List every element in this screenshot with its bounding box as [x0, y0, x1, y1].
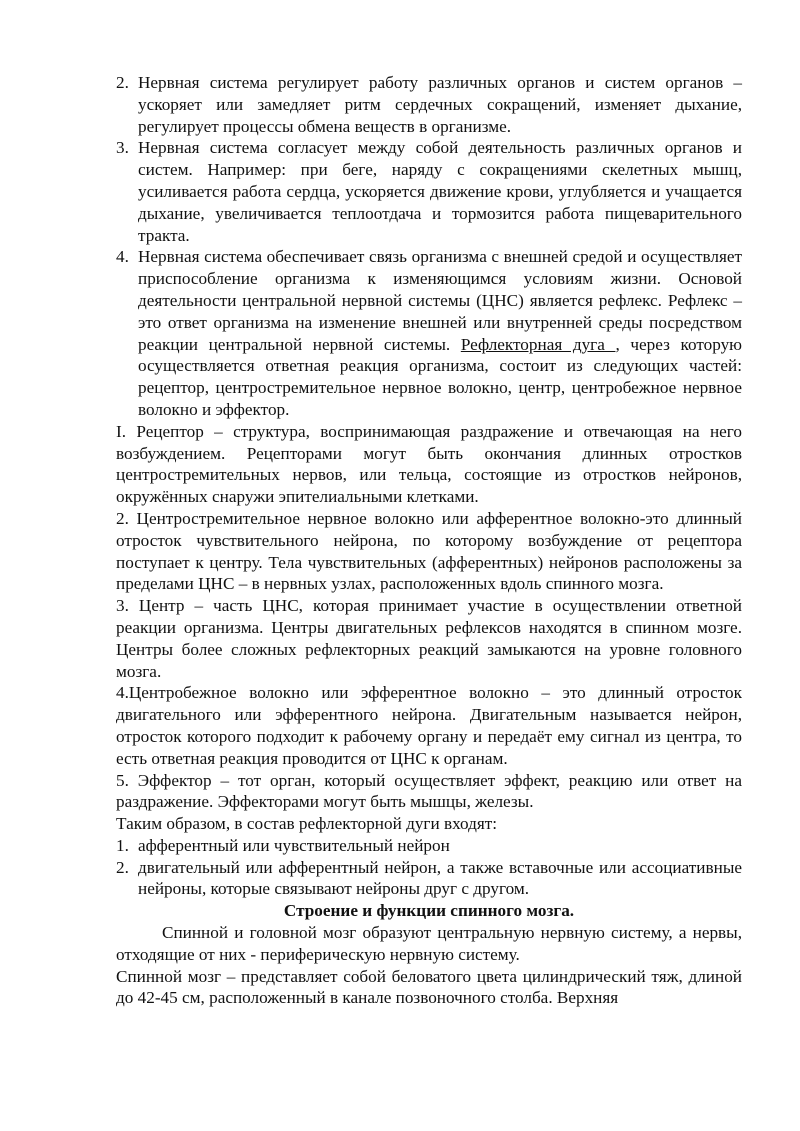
paragraph-receptor: I. Рецептор – структура, воспринимающая раздражение и отвечающая на него возбуждением. Рецепторами могут быть окончания длинных отростков центростремительных нервов, или тельца, состоящие из отростков нейронов, окружённых снаружи эпителиальными клетками.	[116, 421, 742, 507]
list-text: , через которую осуществляется ответная реакция организма, состоит из следующих частей: рецептор, центростремительное нервное волокно, центр, центробежное нервное волокно и эффектор.	[138, 334, 742, 419]
parts-list	[116, 421, 742, 835]
section-heading: Строение и функции спинного мозга.	[283, 901, 575, 921]
paragraph-efferent: 4.Центробежное волокно или эфферентное волокно – это длинный отросток двигательного или эфферентного нейрона. Двигательным называется нейрон, отросток которого подходит к рабочему органу и передаёт ему сигнал из центра, то есть ответная реакция проводится от ЦНС к органам.	[116, 683, 742, 768]
list-text: Нервная система обеспечивает связь организма с внешней средой и осуществляет приспособление организма к изменяющимся условиям жизни. Основой деятельности центральной нервной системы (ЦНС) является рефлекс. Рефлекс – это ответ организма на изменение внешней или внутренней среды посредством реакции центральной нервной системы.	[138, 247, 742, 354]
paragraph-indented: Спинной и головной мозг образуют центральную нервную систему, а нервы, отходящие от них - периферическую нервную систему.	[116, 923, 742, 964]
paragraph-effector: 5. Эффектор – тот орган, который осуществляет эффект, реакцию или ответ на раздражение. Эффекторами могут быть мышцы, железы.	[116, 770, 742, 812]
list-item	[116, 857, 742, 901]
list-number: 2.	[116, 857, 129, 877]
underlined-term: Рефлекторная дуга	[460, 334, 616, 354]
list-number: 3.	[116, 138, 129, 158]
paragraph-summary: Таким образом, в состав рефлекторной дуги входят:	[116, 814, 498, 834]
list-item	[116, 137, 742, 246]
list-number: 4.	[116, 247, 129, 267]
paragraph-center: 3. Центр – часть ЦНС, которая принимает участие в осуществлении ответной реакции организма. Центры двигательных рефлексов находятся в спинном мозге. Центры более сложных рефлекторных реакций замыкаются на уровне головного мозга.	[116, 596, 742, 681]
paragraph-afferent: 2. Центростремительное нервное волокно или афферентное волокно-это длинный отросток чувствительного нейрона, по которому возбуждение от рецептора поступает к центру. Тела чувствительных (афферентных) нейронов расположены за пределами ЦНС – в нервных узлах, расположенных вдоль спинного мозга.	[116, 508, 742, 594]
list-number: 1.	[116, 835, 129, 855]
list-text: Нервная система согласует между собой деятельность различных органов и систем. Например: при беге, наряду с сокращениями скелетных мышц, усиливается работа сердца, ускоряется движение крови, углубляется и учащается дыхание, увеличивается теплоотдача и тормозится работа пищеварительного тракта.	[138, 138, 742, 245]
list-number: 2.	[116, 73, 129, 92]
list-text: афферентный или чувствительный нейрон	[138, 835, 450, 855]
list-item	[116, 835, 742, 857]
list-text: Нервная система регулирует работу различных органов и систем органов – ускоряет или замедляет ритм сердечных сокращений, изменяет дыхание, регулирует процессы обмена веществ в организме.	[138, 73, 742, 136]
paragraph-spinal-cord: Спинной мозг – представляет собой беловатого цвета цилиндрический тяж, длиной до 42-45 см, расположенный в канале позвоночного столба. Верхняя	[116, 966, 742, 1008]
list-item	[116, 246, 742, 420]
list-text: двигательный или афферентный нейрон, а также вставочные или ассоциативные нейроны, которые связывают нейроны друг с другом.	[138, 857, 742, 899]
list-item	[116, 72, 742, 137]
